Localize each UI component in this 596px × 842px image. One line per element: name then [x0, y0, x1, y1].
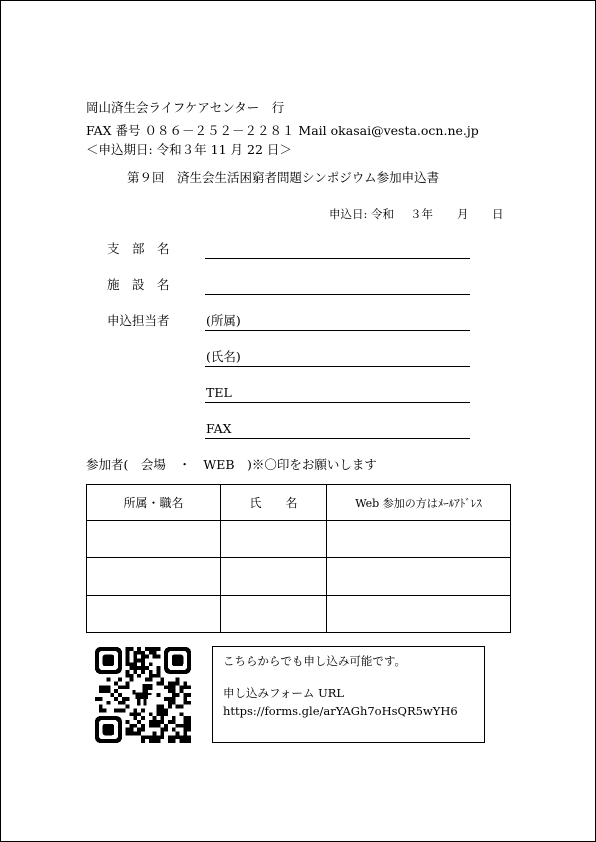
- participants-heading: 参加者( 会場 ・ WEB )※〇印をお願いします: [86, 457, 377, 472]
- branch-input-line[interactable]: [205, 258, 470, 259]
- date-month: 月: [457, 207, 469, 221]
- table-row: [87, 558, 511, 596]
- tel-field-label: TEL: [206, 385, 232, 400]
- fax-input-line[interactable]: [205, 438, 470, 439]
- fax-mail-line: FAX 番号 ０８６－２５２－２２８１ Mail okasai@vesta.ocn.ne.jp: [86, 123, 479, 138]
- date-day: 日: [492, 207, 504, 221]
- qr-finder-top-right: [164, 647, 191, 674]
- table-row: [87, 521, 511, 558]
- email-cell[interactable]: [327, 596, 511, 633]
- qr-finder-top-left: [95, 647, 122, 674]
- affiliation-field-label: (所属): [206, 313, 241, 328]
- fax-field-label: FAX: [206, 421, 232, 436]
- name-field-label: (氏名): [206, 349, 241, 364]
- affiliation-cell[interactable]: [87, 596, 221, 633]
- facility-input-line[interactable]: [205, 294, 470, 295]
- deadline: ＜申込期日: 令和３年 11 月 22 日＞: [86, 142, 292, 157]
- qr-finder-bottom-left: [95, 716, 122, 743]
- online-application-box: [212, 646, 485, 743]
- affiliation-input-line[interactable]: [205, 330, 470, 331]
- column-header-affiliation: 所属・職名: [87, 485, 221, 521]
- name-cell[interactable]: [221, 558, 327, 596]
- affiliation-cell[interactable]: [87, 558, 221, 596]
- column-header-name: 氏 名: [221, 485, 327, 521]
- table-header-row: [87, 485, 511, 521]
- email-cell[interactable]: [327, 558, 511, 596]
- name-input-line[interactable]: [205, 366, 470, 367]
- table-row: [87, 596, 511, 633]
- page-title: 第９回 済生会生活困窮者問題シンポジウム参加申込書: [127, 170, 440, 185]
- facility-label: 施 設 名: [107, 277, 170, 292]
- name-cell[interactable]: [221, 596, 327, 633]
- date-label: 申込日: 令和: [329, 207, 395, 221]
- contact-label: 申込担当者: [107, 313, 170, 328]
- qr-code[interactable]: [95, 647, 191, 743]
- form-url-link[interactable]: https://forms.gle/arYAGh7oHsQR5wYH6: [223, 704, 458, 718]
- recipient: 岡山済生会ライフケアセンター 行: [86, 100, 285, 115]
- name-cell[interactable]: [221, 521, 327, 558]
- form-url-label: 申し込みフォーム URL: [223, 686, 345, 700]
- participants-table: [86, 484, 511, 633]
- affiliation-cell[interactable]: [87, 521, 221, 558]
- date-year: ３年: [410, 207, 433, 221]
- branch-label: 支 部 名: [107, 241, 170, 256]
- tel-input-line[interactable]: [205, 402, 470, 403]
- email-cell[interactable]: [327, 521, 511, 558]
- column-header-web-email: Web 参加の方はﾒｰﾙｱﾄﾞﾚｽ: [327, 485, 511, 521]
- online-application-note: こちらからでも申し込み可能です。: [223, 654, 406, 668]
